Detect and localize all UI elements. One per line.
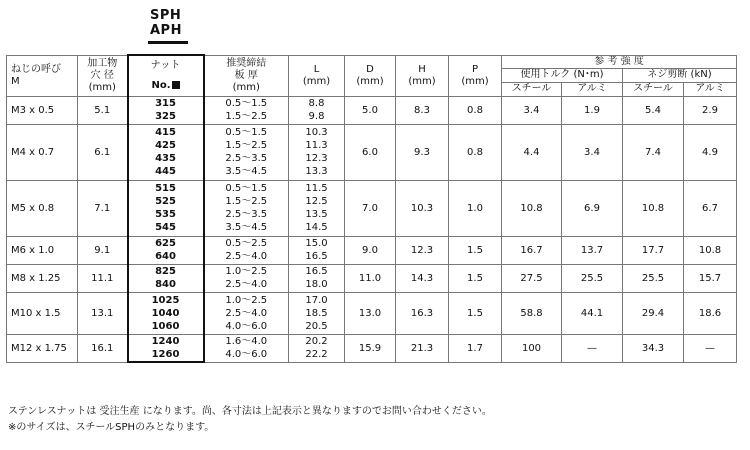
header-nut	[128, 55, 204, 96]
header-H	[396, 55, 449, 96]
cell-D: 15.9	[345, 334, 396, 362]
cell-P: 0.8	[449, 124, 502, 180]
cell-H: 21.3	[396, 334, 449, 362]
header-thread	[7, 55, 78, 96]
placeholder-square-icon	[172, 81, 180, 89]
cell-grip-value: 2.5～3.5	[225, 153, 268, 164]
cell-nut-no-value: 535	[155, 209, 176, 220]
series-underline	[148, 41, 188, 44]
header-P	[449, 55, 502, 96]
cell-torque-alu: 1.9	[562, 96, 623, 124]
cell-grip-value: 2.5～3.5	[225, 209, 268, 220]
cell-nut-no	[128, 292, 204, 334]
cell-grip-value: 4.0～6.0	[225, 320, 268, 332]
cell-torque-alu: 44.1	[562, 292, 623, 334]
cell-grip-value: 2.5～4.0	[225, 251, 268, 262]
header-hole-l3: (mm)	[88, 81, 116, 93]
cell-grip	[204, 236, 289, 264]
header-thread-unit: M	[11, 75, 20, 87]
cell-nut-no-value: 625	[155, 238, 176, 249]
cell-thread: M5 x 0.8	[7, 180, 78, 236]
header-nut-label: ナット	[150, 59, 181, 71]
cell-grip-value: 1.0～2.5	[225, 266, 268, 277]
cell-grip-value: 1.0～2.5	[225, 294, 268, 306]
header-torque: 使用トルク (N･m)	[502, 68, 623, 82]
cell-torque-alu: 13.7	[562, 236, 623, 264]
cell-P: 0.8	[449, 96, 502, 124]
cell-hole: 16.1	[78, 334, 128, 362]
cell-shear-alu: 6.7	[684, 180, 737, 236]
cell-P: 1.5	[449, 292, 502, 334]
header-L-label: L	[313, 63, 320, 75]
header-H-unit: (mm)	[408, 75, 436, 87]
cell-L-value: 11.3	[305, 140, 328, 151]
cell-nut-no-value: 315	[155, 98, 176, 109]
table-row	[7, 236, 737, 264]
cell-P: 1.0	[449, 180, 502, 236]
cell-torque-alu: —	[562, 334, 623, 362]
cell-shear-alu: 18.6	[684, 292, 737, 334]
cell-H: 12.3	[396, 236, 449, 264]
cell-L-value: 17.0	[305, 294, 328, 306]
cell-shear-steel: 29.4	[623, 292, 684, 334]
spec-table	[6, 54, 737, 363]
cell-L-value: 20.5	[305, 320, 328, 332]
cell-D: 6.0	[345, 124, 396, 180]
header-reference-strength: 参 考 強 度	[502, 55, 737, 68]
cell-P: 1.5	[449, 236, 502, 264]
footnote-steel-only: ※のサイズは、スチールSPHのみとなります。	[8, 422, 215, 433]
header-grip-l1: 推奨締結	[226, 57, 267, 69]
cell-nut-no-value: 435	[155, 153, 176, 164]
cell-H: 10.3	[396, 180, 449, 236]
cell-L	[289, 96, 345, 124]
cell-shear-alu: 10.8	[684, 236, 737, 264]
cell-torque-steel: 100	[502, 334, 562, 362]
cell-hole: 9.1	[78, 236, 128, 264]
cell-thread: M12 x 1.75	[7, 334, 78, 362]
table-row	[7, 180, 737, 236]
cell-H: 16.3	[396, 292, 449, 334]
cell-D: 5.0	[345, 96, 396, 124]
header-thread-label: ねじの呼び	[11, 63, 61, 75]
cell-grip-value: 0.5～1.5	[225, 183, 268, 194]
cell-D: 13.0	[345, 292, 396, 334]
cell-nut-no-value: 1260	[151, 348, 180, 360]
cell-torque-alu: 6.9	[562, 180, 623, 236]
cell-L-value: 18.0	[305, 279, 328, 290]
header-torque-steel: スチール	[502, 82, 562, 96]
header-L-unit: (mm)	[302, 75, 331, 87]
cell-torque-steel: 10.8	[502, 180, 562, 236]
cell-nut-no-value: 1025	[151, 294, 180, 306]
cell-torque-steel: 58.8	[502, 292, 562, 334]
cell-nut-no-value: 325	[155, 111, 176, 122]
cell-grip-value: 2.5～4.0	[225, 279, 268, 290]
cell-L-value: 16.5	[305, 266, 328, 277]
header-P-unit: (mm)	[461, 75, 489, 87]
header-hole	[78, 55, 128, 96]
cell-nut-no-value: 640	[155, 251, 176, 262]
cell-shear-alu: 2.9	[684, 96, 737, 124]
cell-nut-no	[128, 334, 204, 362]
cell-shear-steel: 7.4	[623, 124, 684, 180]
cell-hole: 6.1	[78, 124, 128, 180]
cell-L	[289, 334, 345, 362]
table-row	[7, 292, 737, 334]
cell-grip-value: 0.5～1.5	[225, 98, 268, 109]
table-row	[7, 264, 737, 292]
footnotes	[8, 404, 492, 436]
cell-grip	[204, 124, 289, 180]
cell-torque-steel: 3.4	[502, 96, 562, 124]
header-hole-l2: 穴 径	[90, 69, 114, 81]
cell-shear-steel: 34.3	[623, 334, 684, 362]
cell-hole: 7.1	[78, 180, 128, 236]
series-sph: SPH	[150, 8, 182, 23]
cell-shear-alu: 15.7	[684, 264, 737, 292]
cell-D: 7.0	[345, 180, 396, 236]
header-grip-l2: 板 厚	[234, 69, 258, 81]
cell-grip	[204, 180, 289, 236]
header-P-label: P	[471, 63, 479, 75]
series-aph: APH	[150, 23, 182, 38]
cell-nut-no	[128, 236, 204, 264]
cell-grip-value: 1.5～2.5	[225, 140, 268, 151]
cell-D: 9.0	[345, 236, 396, 264]
cell-grip	[204, 292, 289, 334]
series-label	[150, 8, 182, 38]
header-shear-alu: アルミ	[684, 82, 737, 96]
header-shear-steel: スチール	[623, 82, 684, 96]
cell-nut-no	[128, 180, 204, 236]
cell-torque-alu: 25.5	[562, 264, 623, 292]
cell-L-value: 12.3	[305, 153, 328, 164]
cell-grip-value: 3.5～4.5	[225, 222, 268, 233]
cell-L-value: 15.0	[305, 238, 328, 249]
cell-L-value: 16.5	[305, 251, 328, 262]
cell-thread: M4 x 0.7	[7, 124, 78, 180]
cell-L	[289, 264, 345, 292]
cell-L-value: 20.2	[305, 336, 328, 347]
cell-L-value: 14.5	[305, 222, 328, 233]
header-D-unit: (mm)	[356, 75, 384, 87]
cell-nut-no-value: 525	[155, 196, 176, 207]
cell-L	[289, 236, 345, 264]
cell-nut-no-value: 425	[155, 140, 176, 151]
cell-L-value: 10.3	[305, 127, 328, 138]
cell-nut-no	[128, 124, 204, 180]
cell-nut-no-value: 1040	[151, 307, 180, 319]
cell-shear-alu: —	[684, 334, 737, 362]
cell-H: 9.3	[396, 124, 449, 180]
cell-grip	[204, 96, 289, 124]
cell-L	[289, 124, 345, 180]
cell-grip-value: 0.5～1.5	[225, 127, 268, 138]
header-H-label: H	[418, 63, 426, 75]
cell-grip-value: 2.5～4.0	[225, 307, 268, 319]
table-row	[7, 96, 737, 124]
cell-shear-steel: 25.5	[623, 264, 684, 292]
cell-P: 1.7	[449, 334, 502, 362]
table-body	[7, 96, 737, 362]
cell-L-value: 13.3	[305, 166, 328, 177]
cell-L-value: 13.5	[305, 209, 328, 220]
cell-D: 11.0	[345, 264, 396, 292]
cell-shear-steel: 5.4	[623, 96, 684, 124]
cell-shear-steel: 17.7	[623, 236, 684, 264]
cell-L-value: 22.2	[305, 349, 328, 360]
cell-thread: M6 x 1.0	[7, 236, 78, 264]
cell-nut-no-value: 840	[155, 279, 176, 290]
cell-torque-steel: 27.5	[502, 264, 562, 292]
cell-thread: M8 x 1.25	[7, 264, 78, 292]
cell-torque-alu: 3.4	[562, 124, 623, 180]
cell-L-value: 12.5	[305, 196, 328, 207]
cell-nut-no-value: 445	[155, 166, 176, 177]
cell-grip-value: 1.5～2.5	[225, 196, 268, 207]
cell-P: 1.5	[449, 264, 502, 292]
cell-grip	[204, 334, 289, 362]
cell-nut-no-value: 1060	[151, 320, 180, 332]
cell-H: 8.3	[396, 96, 449, 124]
header-L	[289, 55, 345, 96]
header-D-label: D	[366, 63, 374, 75]
cell-nut-no-value: 825	[155, 266, 176, 277]
cell-shear-steel: 10.8	[623, 180, 684, 236]
cell-hole: 5.1	[78, 96, 128, 124]
header-D	[345, 55, 396, 96]
header-torque-alu: アルミ	[562, 82, 623, 96]
header-shear: ネジ剪断 (kN)	[623, 68, 737, 82]
header-nut-no-text: No.	[151, 79, 171, 91]
cell-grip-value: 1.6～4.0	[225, 336, 268, 347]
table-row	[7, 334, 737, 362]
cell-torque-steel: 16.7	[502, 236, 562, 264]
cell-nut-no-value: 1240	[151, 335, 180, 347]
table-row	[7, 124, 737, 180]
cell-grip	[204, 264, 289, 292]
header-grip	[204, 55, 289, 96]
header-hole-l1: 加工物	[87, 57, 118, 69]
cell-grip-value: 3.5～4.5	[225, 166, 268, 177]
cell-thread: M3 x 0.5	[7, 96, 78, 124]
cell-nut-no-value: 415	[155, 127, 176, 138]
cell-H: 14.3	[396, 264, 449, 292]
cell-grip-value: 1.5～2.5	[225, 111, 268, 122]
cell-L	[289, 292, 345, 334]
cell-grip-value: 4.0～6.0	[225, 349, 268, 360]
cell-L-value: 8.8	[308, 98, 325, 109]
cell-L-value: 9.8	[308, 111, 325, 122]
footnote-stainless: ステンレスナットは 受注生産 になります。尚、各寸法は上記表示と異なりますのでお問い合わせください。	[8, 406, 492, 417]
cell-L	[289, 180, 345, 236]
cell-L-value: 11.5	[305, 183, 328, 194]
cell-L-value: 18.5	[305, 307, 328, 319]
cell-nut-no	[128, 264, 204, 292]
cell-grip-value: 0.5～2.5	[225, 238, 268, 249]
cell-nut-no-value: 545	[155, 222, 176, 233]
header-nut-no	[131, 80, 201, 92]
cell-nut-no	[128, 96, 204, 124]
cell-hole: 13.1	[78, 292, 128, 334]
cell-thread: M10 x 1.5	[7, 292, 78, 334]
cell-hole: 11.1	[78, 264, 128, 292]
cell-shear-alu: 4.9	[684, 124, 737, 180]
cell-nut-no-value: 515	[155, 183, 176, 194]
cell-torque-steel: 4.4	[502, 124, 562, 180]
header-grip-l3: (mm)	[232, 81, 260, 93]
